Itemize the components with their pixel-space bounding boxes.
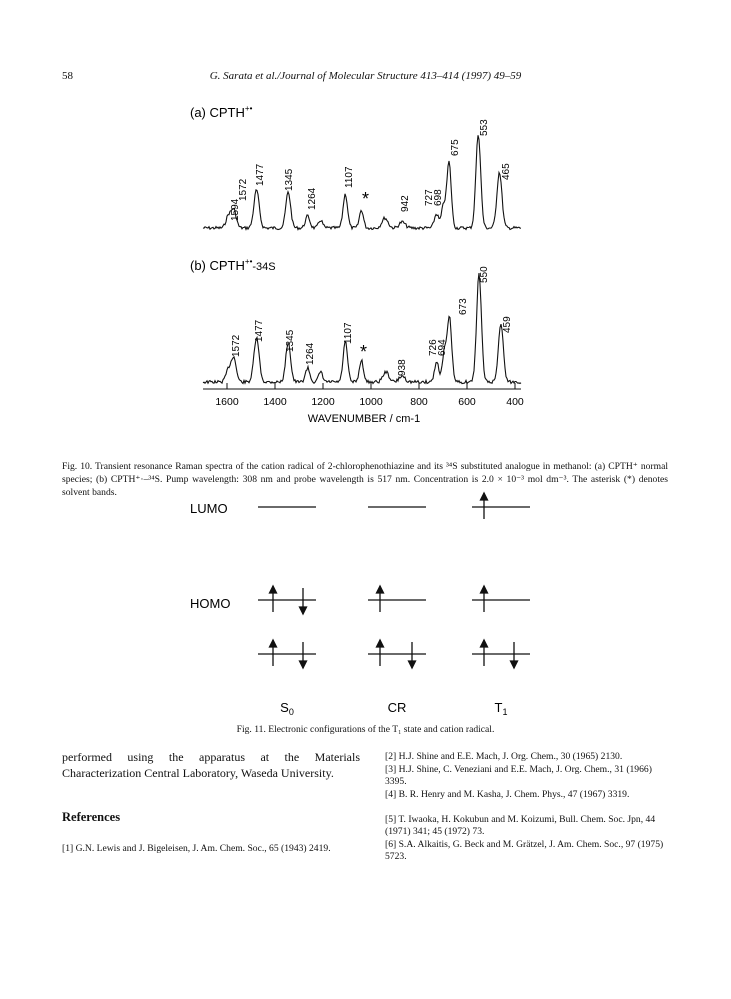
peak-label-b-1264: 1264 — [305, 342, 316, 365]
x-tick-label-600: 600 — [458, 396, 476, 408]
peak-label-a-465: 465 — [501, 163, 512, 180]
electron-arrows — [270, 493, 518, 668]
peak-label-a-698: 698 — [433, 189, 444, 206]
cr-homo-up-head — [377, 586, 384, 593]
t1-homo1-up-head — [481, 640, 488, 647]
peak-label-b-550: 550 — [479, 266, 490, 283]
peak-label-a-1107: 1107 — [344, 166, 355, 188]
state-label-s0: $S_0$ — [280, 700, 294, 717]
peak-label-b-1572: 1572 — [231, 334, 242, 357]
figure-10-caption: Fig. 10. Transient resonance Raman spectra of the cation radical of 2-chlorophenothiazine and its ³⁴S substituted analogue in methanol: (a) CPTH⁺ normal species; (b) CPTH⁺·–³⁴S. Pump wavelength: 308 nm and probe wavelength is 517 nm. Concentration is 2.0 × 10⁻³ mol dm⁻³. The asterisk (*) denotes solvent bands. — [62, 461, 668, 498]
x-tick-label-1200: 1200 — [311, 396, 335, 408]
homo-label: HOMO — [190, 596, 231, 611]
s0-homo-up-head — [270, 586, 277, 593]
cr-homo1-up-head — [377, 640, 384, 647]
peak-label-a-675: 675 — [450, 139, 461, 156]
body-paragraph: performed using the apparatus at the Materials Characterization Central Laboratory, Waseda University. — [62, 750, 360, 780]
figure-11-caption: Fig. 11. Electronic configurations of the T₁ state and cation radical. — [236, 724, 495, 735]
solvent-marker-a: * — [362, 189, 370, 209]
peak-label-a-553: 553 — [479, 119, 490, 136]
peak-label-b-1345: 1345 — [285, 329, 296, 352]
peak-label-a-1594: 1594 — [230, 198, 241, 221]
x-tick-label-1400: 1400 — [263, 396, 287, 408]
x-axis-label: WAVENUMBER / cm-1 — [307, 413, 421, 425]
x-tick-label-1000: 1000 — [359, 396, 383, 408]
running-head: G. Sarata et al./Journal of Molecular Structure 413–414 (1997) 49–59 — [209, 70, 522, 82]
state-label-cr: CR — [387, 700, 407, 715]
state-label-t1: $T_1$ — [494, 700, 508, 717]
x-tick-label-800: 800 — [410, 396, 428, 408]
peak-label-b-694: 694 — [437, 339, 448, 356]
s0-homo-down-head — [300, 607, 307, 614]
peak-label-b-459: 459 — [502, 316, 513, 333]
lumo-label: LUMO — [190, 501, 228, 516]
t1-lumo-up-head — [481, 493, 488, 500]
reference-3: [3] H.J. Shine, C. Veneziani and E.E. Mach, J. Org. Chem., 31 (1966) 3395. — [385, 764, 652, 788]
peak-label-a-1477: 1477 — [255, 163, 266, 186]
reference-5: [5] T. Iwaoka, H. Kokubun and M. Koizumi, Bull. Chem. Soc. Jpn, 44 (1971) 341; 45 (1972) 73. — [385, 814, 656, 838]
peak-label-a-1264: 1264 — [307, 187, 318, 210]
reference-1: [1] G.N. Lewis and J. Bigeleisen, J. Am. Chem. Soc., 65 (1943) 2419. — [62, 843, 331, 854]
panel-b-label: (b) $CPTH^{+•}_{-34S}$ — [190, 257, 276, 273]
peak-label-b-1477: 1477 — [254, 319, 265, 342]
reference-2: [2] H.J. Shine and E.E. Mach, J. Org. Chem., 30 (1965) 2130. — [385, 751, 623, 762]
reference-6: [6] S.A. Alkaitis, G. Beck and M. Grätzel, J. Am. Chem. Soc., 97 (1975) 5723. — [385, 839, 664, 863]
x-tick-label-400: 400 — [506, 396, 524, 408]
s0-homo1-down-head — [300, 661, 307, 668]
peak-label-a-727: 727 — [424, 189, 435, 206]
peak-label-a-1572: 1572 — [238, 178, 249, 201]
t1-homo1-down-head — [511, 661, 518, 668]
reference-4: [4] B. R. Henry and M. Kasha, J. Chem. Phys., 47 (1967) 3319. — [385, 789, 630, 800]
peak-label-a-1345: 1345 — [284, 168, 295, 191]
s0-homo1-up-head — [270, 640, 277, 647]
peak-label-a-942: 942 — [400, 195, 411, 212]
panel-a-label: (a) CPTH+• — [190, 104, 253, 120]
page-number: 58 — [62, 70, 73, 82]
solvent-marker-b: * — [360, 342, 368, 362]
x-tick-label-1600: 1600 — [215, 396, 239, 408]
peak-label-b-673: 673 — [458, 298, 469, 315]
references-heading: References — [62, 810, 121, 824]
peak-label-b-938: 938 — [397, 359, 408, 376]
t1-homo-up-head — [481, 586, 488, 593]
peak-label-b-1107: 1107 — [343, 322, 354, 344]
cr-homo1-down-head — [409, 661, 416, 668]
peak-label-b-726: 726 — [428, 339, 439, 356]
